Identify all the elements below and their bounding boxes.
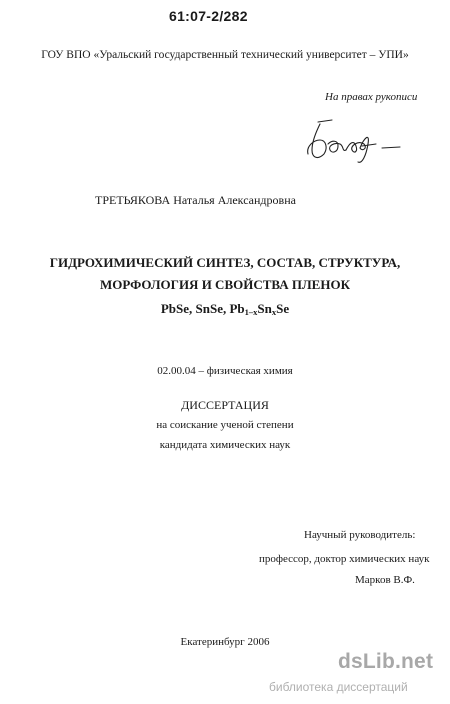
degree-line-2: кандидата химических наук — [159, 439, 291, 451]
title-line-3 — [0, 301, 450, 317]
catalog-number: 61:07-2/282 — [169, 8, 248, 24]
city-year: Екатеринбург 2006 — [180, 636, 270, 648]
manuscript-rights-label: На правах рукописи — [325, 91, 418, 103]
title-line-3-mid: Sn — [257, 301, 272, 316]
specialty-code: 02.00.04 – физическая химия — [157, 365, 293, 377]
supervisor-title: профессор, доктор химических наук — [259, 553, 430, 565]
handwritten-signature — [298, 118, 406, 170]
title-line-1: ГИДРОХИМИЧЕСКИЙ СИНТЕЗ, СОСТАВ, СТРУКТУРА, — [49, 255, 401, 270]
dissertation-type: ДИССЕРТАЦИЯ — [181, 398, 269, 412]
title-line-2: МОРФОЛОГИЯ И СВОЙСТВА ПЛЕНОК — [99, 277, 351, 292]
title-line-3-suffix: Se — [276, 301, 290, 316]
supervisor-label: Научный руководитель: — [304, 529, 416, 541]
title-line-3-sub-1: 1–x — [244, 307, 258, 317]
university-name: ГОУ ВПО «Уральский государственный технический университет – УПИ» — [41, 49, 409, 61]
author-name: ТРЕТЬЯКОВА Наталья Александровна — [95, 193, 296, 207]
watermark-logo: dsLib.net — [338, 650, 434, 673]
watermark-tagline: библиотека диссертаций — [269, 680, 408, 694]
supervisor-name: Марков В.Ф. — [355, 574, 415, 586]
degree-line-1: на соискание ученой степени — [156, 419, 294, 431]
title-line-3-sub-2: x — [271, 307, 277, 317]
title-line-3-prefix: PbSe, SnSe, Pb — [160, 301, 245, 316]
